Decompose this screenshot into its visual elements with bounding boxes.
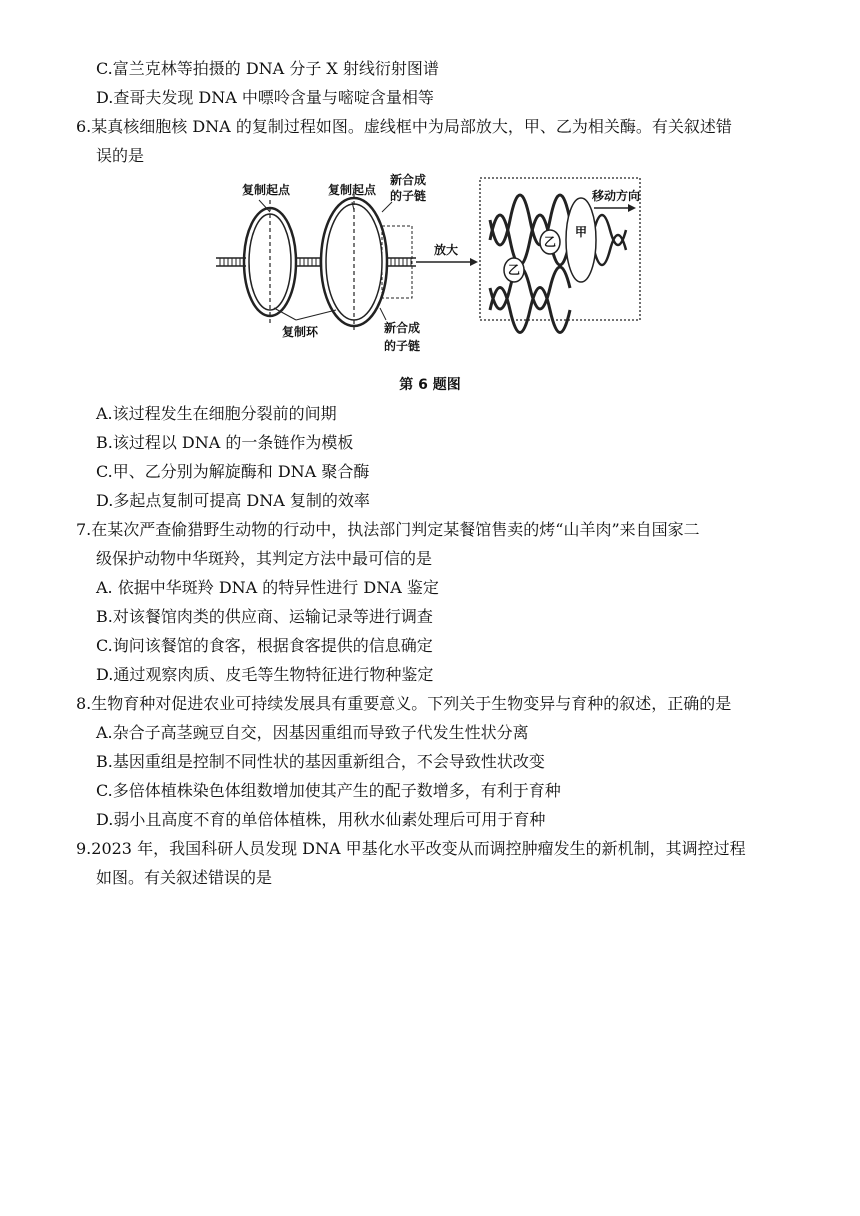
q8-option-b: B.基因重组是控制不同性状的基因重新组合，不会导致性状改变 <box>96 752 545 771</box>
label-new-strand-bottom-2: 的子链 <box>384 339 421 353</box>
q9-stem-line1: 9.2023 年，我国科研人员发现 DNA 甲基化水平改变从而调控肿瘤发生的新机制，其调控过程 <box>76 839 746 858</box>
label-jia: 甲 <box>575 225 588 239</box>
label-yi-2: 乙 <box>508 263 521 277</box>
label-new-strand-bottom-1: 新合成 <box>384 321 421 335</box>
helix-upper <box>490 195 626 265</box>
enzyme-jia <box>566 198 596 282</box>
q7-option-b: B.对该餐馆肉类的供应商、运输记录等进行调查 <box>96 607 433 626</box>
q8-option-a: A.杂合子高茎豌豆自交，因基因重组而导致子代发生性状分离 <box>96 723 529 742</box>
replication-bubble-1 <box>244 200 296 324</box>
label-zoom: 放大 <box>434 243 459 257</box>
replication-bubble-2 <box>321 194 387 330</box>
dna-duplex-middle <box>296 258 322 266</box>
q6-stem-line1: 6.某真核细胞核 DNA 的复制过程如图。虚线框中为局部放大，甲、乙为相关酶。有关叙述错 <box>76 117 732 136</box>
dna-replication-figure <box>214 170 644 370</box>
label-bubble: 复制环 <box>282 325 319 339</box>
q6-option-d: D.多起点复制可提高 DNA 复制的效率 <box>96 491 370 510</box>
q7-option-c: C.询问该餐馆的食客，根据食客提供的信息确定 <box>96 636 433 655</box>
label-new-strand-top-1: 新合成 <box>390 173 427 187</box>
label-origin-2: 复制起点 <box>328 183 377 197</box>
q5-option-d: D.查哥夫发现 DNA 中嘌呤含量与嘧啶含量相等 <box>96 88 434 107</box>
direction-arrow <box>594 204 636 212</box>
q9-stem-line2: 如图。有关叙述错误的是 <box>96 868 273 887</box>
q6-option-c: C.甲、乙分别为解旋酶和 DNA 聚合酶 <box>96 462 370 481</box>
q7-option-a: A. 依据中华斑羚 DNA 的特异性进行 DNA 鉴定 <box>96 578 439 597</box>
q7-option-d: D.通过观察肉质、皮毛等生物特征进行物种鉴定 <box>96 665 434 684</box>
q8-option-d: D.弱小且高度不育的单倍体植株，用秋水仙素处理后可用于育种 <box>96 810 546 829</box>
q8-option-c: C.多倍体植株染色体组数增加使其产生的配子数增多，有利于育种 <box>96 781 561 800</box>
q8-stem-line1: 8.生物育种对促进农业可持续发展具有重要意义。下列关于生物变异与育种的叙述，正确的是 <box>76 694 732 713</box>
label-yi-1: 乙 <box>544 235 557 249</box>
q7-stem-line1: 7.在某次严查偷猎野生动物的行动中，执法部门判定某餐馆售卖的烤“山羊肉”来自国家二 <box>76 520 700 539</box>
label-direction: 移动方向 <box>592 189 641 203</box>
figure-caption: 第 6 题图 <box>399 377 461 393</box>
q6-option-a: A.该过程发生在细胞分裂前的间期 <box>96 404 337 423</box>
q6-stem-line2: 误的是 <box>96 146 145 165</box>
q5-option-c: C.富兰克林等拍摄的 DNA 分子 X 射线衍射图谱 <box>96 59 439 78</box>
label-origin-1: 复制起点 <box>242 183 291 197</box>
label-new-strand-top-2: 的子链 <box>390 189 427 203</box>
helix-lower <box>490 267 570 333</box>
zoom-arrow <box>416 258 478 266</box>
dna-duplex-left <box>216 258 246 266</box>
q6-option-b: B.该过程以 DNA 的一条链作为模板 <box>96 433 354 452</box>
q7-stem-line2: 级保护动物中华斑羚，其判定方法中最可信的是 <box>96 549 433 568</box>
